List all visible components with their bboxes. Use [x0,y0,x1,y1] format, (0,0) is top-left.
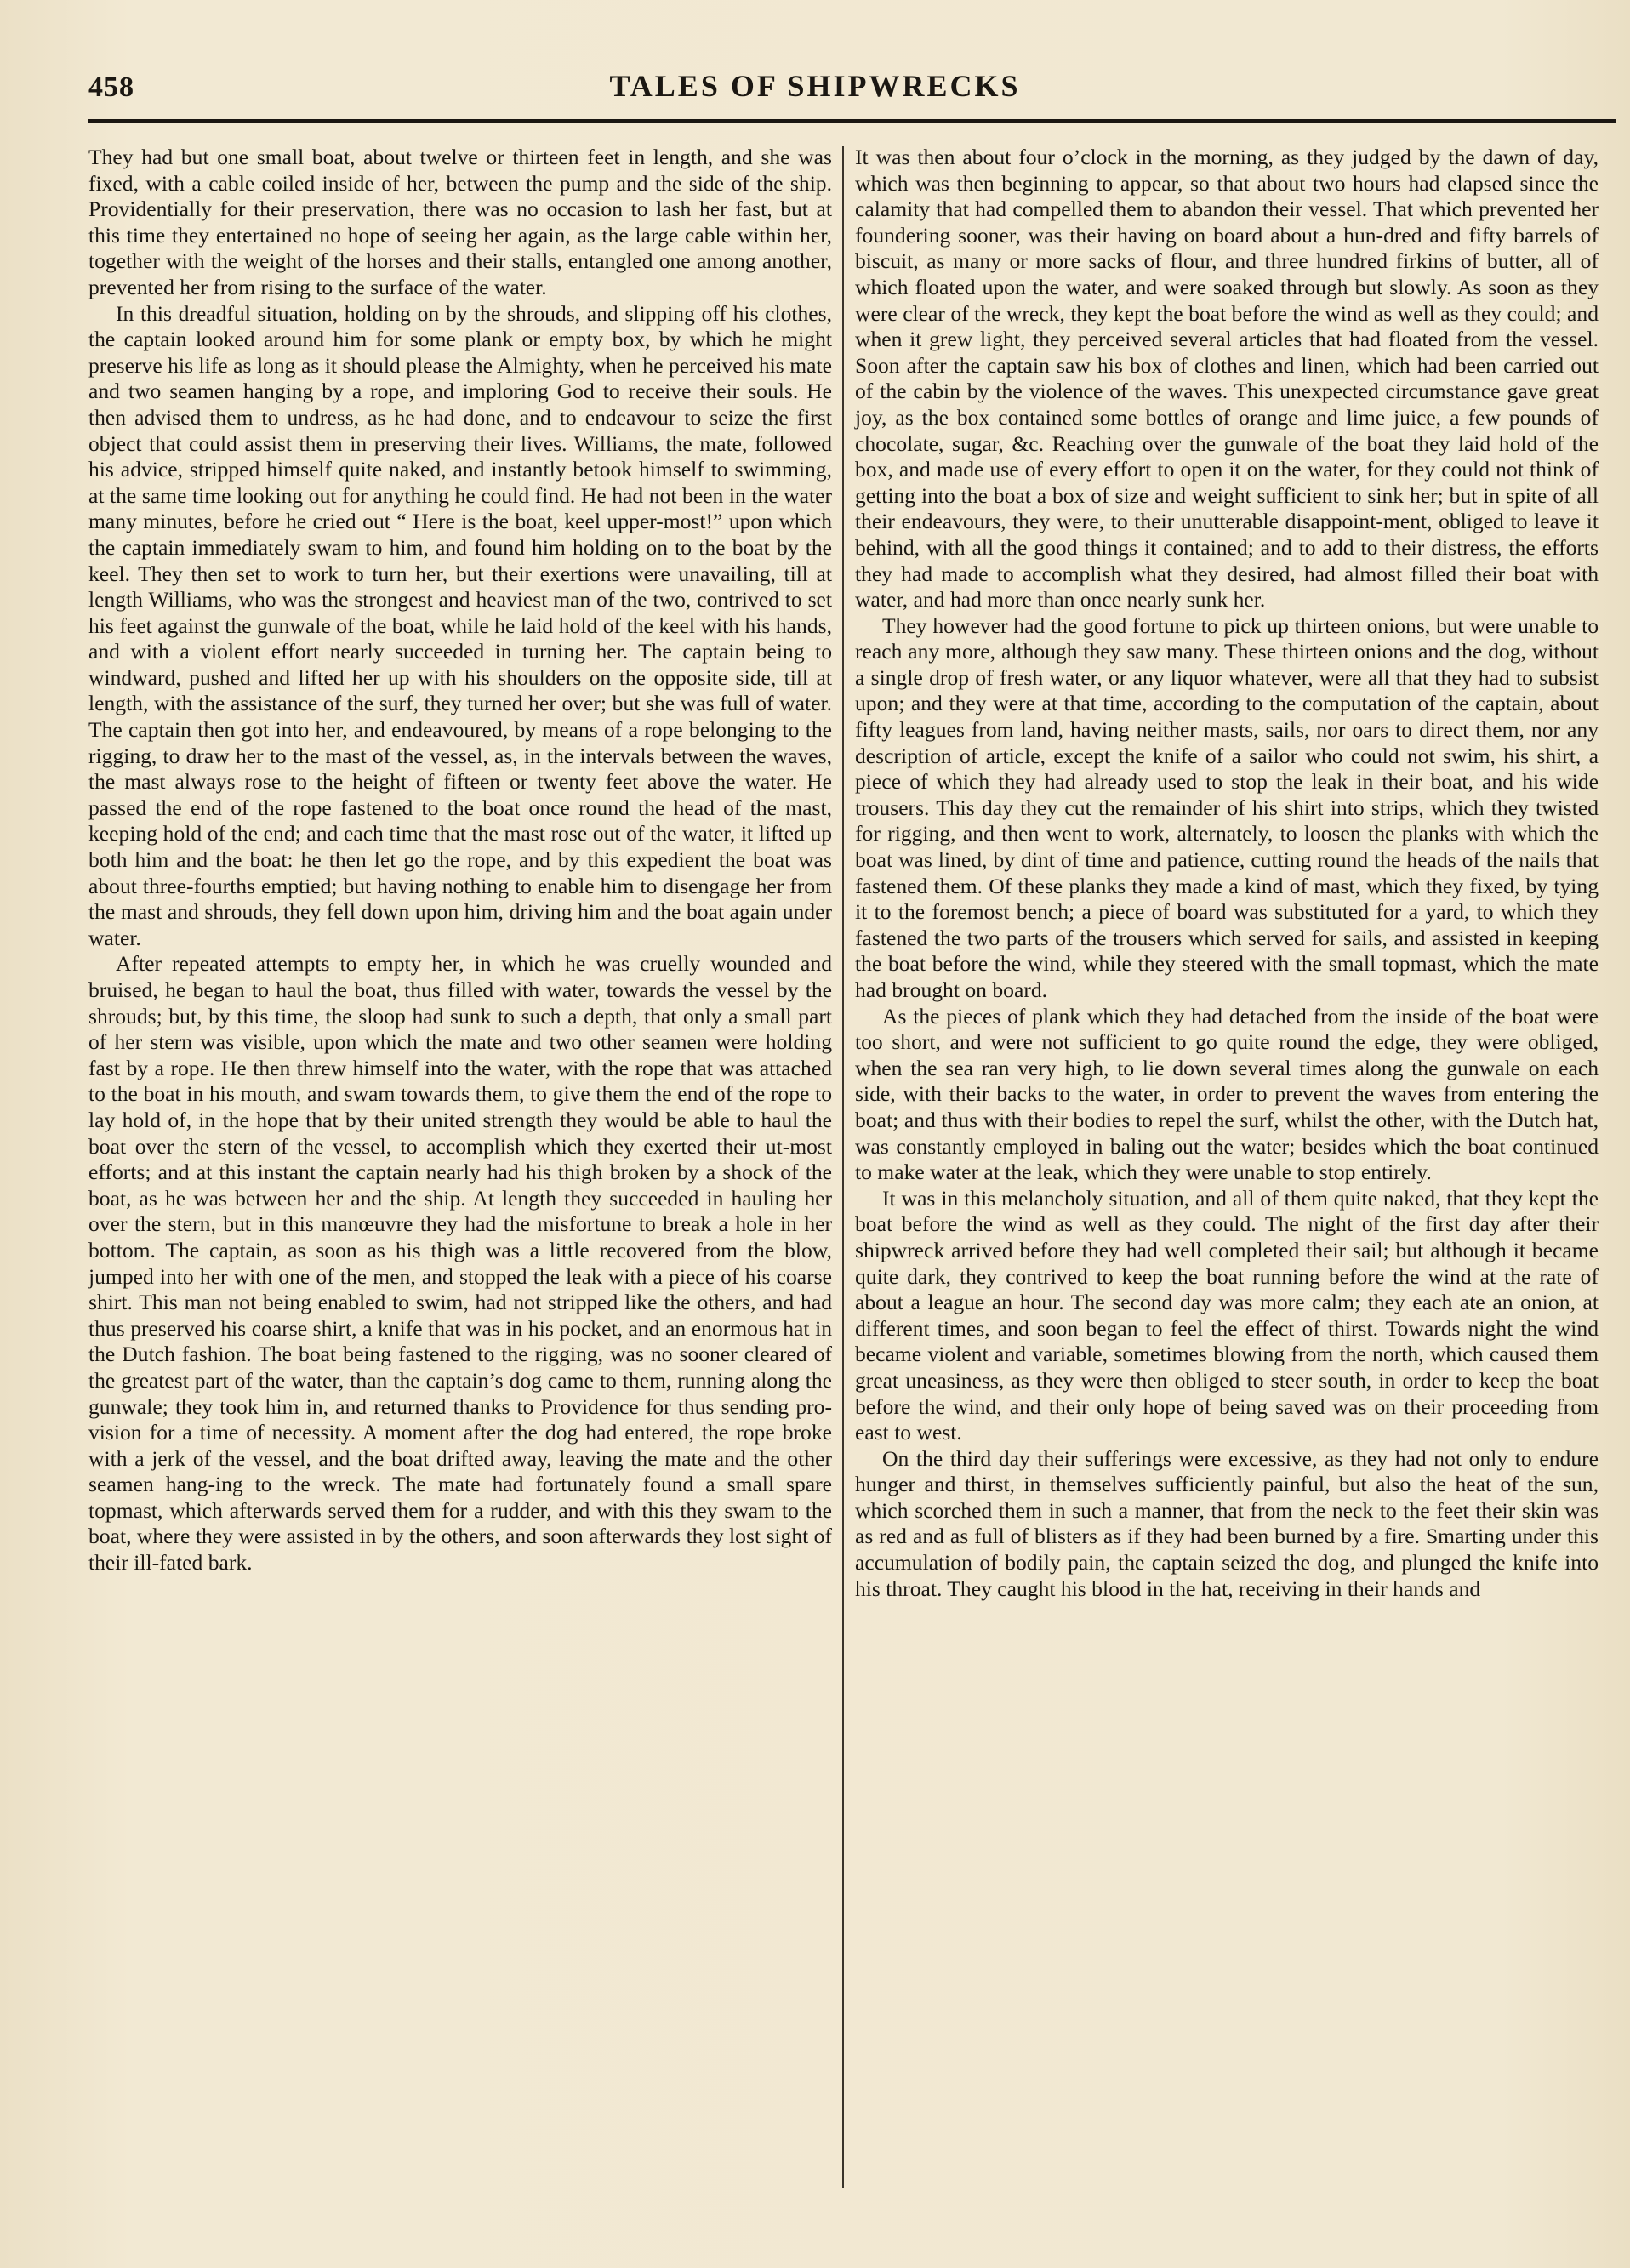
paragraph: They however had the good fortune to pick up thirteen onions, but were unable to reach any more, although they saw many. These thirteen onions and the dog, without a single drop of fresh water, or any liquor whatever, were all that they had to subsist upon; and they were at that time, according to the computation of the captain, about fifty leagues from land, having neither masts, sails, nor oars to direct them, nor any description of article, except the knife of a sailor who could not swim, his shirt, a piece of which they had already used to stop the leak in their boat, and his wide trousers. This day they cut the remainder of his shirt into strips, which they twisted for rigging, and then went to work, alternately, to loosen the planks with which the boat was lined, by dint of time and patience, cutting round the heads of the nails that fastened them. Of these planks they made a kind of mast, which they fixed, by tying it to the foremost bench; a piece of board was substituted for a yard, to which they fastened the two parts of the trousers which served for sails, and assisted in keeping the boat before the wind, while they steered with the small topmast, which the mate had brought on board. [855,613,1599,1002]
paragraph: After repeated attempts to empty her, in which he was cruelly wounded and bruised, he began to haul the boat, thus filled with water, towards the vessel by the shrouds; but, by this time, the sloop had sunk to such a depth, that only a small part of her stern was visible, upon which the mate and two other seamen were holding fast by a rope. He then threw himself into the water, with the rope that was attached to the boat in his mouth, and swam towards them, to give them the end of the rope to lay hold of, in the hope that by their united strength they would be able to haul the boat over the stern of the vessel, to accomplish which they exerted their ut-most efforts; and at this instant the captain nearly had his thigh broken by a shock of the boat, as he was between her and the ship. At length they succeeded in hauling her over the stern, but in this manœuvre they had the misfortune to break a hole in her bottom. The captain, as soon as his thigh was a little recovered from the blow, jumped into her with one of the men, and stopped the leak with a piece of his coarse shirt. This man not being enabled to swim, had not stripped like the others, and had thus preserved his coarse shirt, a knife that was in his pocket, and an enormous hat in the Dutch fashion. The boat being fastened to the rigging, was no sooner cleared of the greatest part of the water, than the captain’s dog came to them, running along the gunwale; they took him in, and returned thanks to Providence for thus sending pro-vision for a time of necessity. A moment after the dog had entered, the rope broke with a jerk of the vessel, and the boat drifted away, leaving the mate and the other seamen hang-ing to the wreck. The mate had fortunately found a small spare topmast, which afterwards served them for a rudder, and with this they swam to the boat, where they were assisted in by the others, and soon afterwards they lost sight of their ill-fated bark. [88,951,832,1576]
paragraph: It was then about four o’clock in the morning, as they judged by the dawn of day, which was then beginning to appear, so that about two hours had elapsed since the calamity that had compelled them to abandon their vessel. That which prevented her foundering sooner, was their having on board about a hun-dred and fifty barrels of biscuit, as many or more sacks of flour, and three hundred firkins of butter, all of which floated upon the water, and were soaked through but slowly. As soon as they were clear of the wreck, they kept the boat before the wind as well as they could; and when it grew light, they perceived several articles that had floated from the vessel. Soon after the captain saw his box of clothes and linen, which had been carried out of the cabin by the violence of the waves. This unexpected circumstance gave great joy, as the box contained some bottles of orange and lime juice, a few pounds of chocolate, sugar, &c. Reaching over the gunwale of the boat they laid hold of the box, and made use of every effort to open it on the water, for they could not think of getting into the boat a box of size and weight sufficient to sink her; but in spite of all their endeavours, they were, to their unutterable disappoint-ment, obliged to leave it behind, with all the good things it contained; and to add to their distress, the efforts they had made to accomplish what they desired, had almost filled their boat with water, and had more than once nearly sunk her. [855,145,1599,613]
header-rule [88,119,1616,123]
page-number: 458 [88,71,134,103]
column-divider [842,146,844,2188]
running-title: TALES OF SHIPWRECKS [609,69,1021,103]
paragraph: They had but one small boat, about twelve or thirteen feet in length, and she was fixed, with a cable coiled inside of her, between the pump and the side of the ship. Providentially for their preservation, there was no occasion to lash her fast, but at this time they entertained no hope of seeing her again, as the large cable within her, together with the weight of the horses and their stalls, entangled one among another, prevented her from rising to the surface of the water. [88,145,832,299]
paragraph: On the third day their sufferings were excessive, as they had not only to endure hunger and thirst, in themselves sufficiently painful, but also the heat of the sun, which scorched them in such a manner, that from the neck to the feet their skin was as red and as full of blisters as if they had been burned by a fire. Smarting under this accumulation of bodily pain, the captain seized the dog, and plunged the knife into his throat. They caught his blood in the hat, receiving in their hands and [855,1445,1599,1601]
paragraph: It was in this melancholy situation, and all of them quite naked, that they kept the boat before the wind as well as they could. The night of the first day after their shipwreck arrived before they had well completed their sail; but although it became quite dark, they contrived to keep the boat running before the wind at the rate of about a league an hour. The second day was more calm; they each ate an onion, at different times, and soon began to feel the effect of thirst. Towards night the wind became violent and variable, sometimes blowing from the north, which caused them great uneasiness, as they were then obliged to steer south, in order to keep the boat before the wind, and their only hope of being saved was on their proceeding from east to west. [855,1185,1599,1445]
right-column [855,145,1599,1602]
paragraph: As the pieces of plank which they had detached from the inside of the boat were too short, and were not sufficient to go quite round the edge, they were obliged, when the sea ran very high, to lie down several times along the gunwale on each side, with their backs to the water, in order to prevent the waves from entering the boat; and thus with their bodies to repel the surf, whilst the other, with the Dutch hat, was constantly employed in baling out the water; besides which the boat continued to make water at the leak, which they were unable to stop entirely. [855,1003,1599,1185]
paragraph: In this dreadful situation, holding on by the shrouds, and slipping off his clothes, the captain looked around him for some plank or empty box, by which he might preserve his life as long as it should please the Almighty, when he perceived his mate and two seamen hanging by a rope, and imploring God to receive their souls. He then advised them to undress, as he had done, and to endeavour to seize the first object that could assist them in preserving their lives. Williams, the mate, followed his advice, stripped himself quite naked, and instantly betook himself to swimming, at the same time looking out for anything he could find. He had not been in the water many minutes, before he cried out “ Here is the boat, keel upper-most!” upon which the captain immediately swam to him, and found him holding on to the boat by the keel. They then set to work to turn her, but their exertions were unavailing, till at length Williams, who was the strongest and heaviest man of the two, contrived to set his feet against the gunwale of the boat, while he laid hold of the keel with his hands, and with a violent effort nearly succeeded in turning her. The captain being to windward, pushed and lifted her up with his shoulders on the opposite side, till at length, with the assistance of the surf, they turned her over; but she was full of water. The captain then got into her, and endeavoured, by means of a rope belonging to the rigging, to draw her to the mast of the vessel, as, in the intervals between the waves, the mast always rose to the height of fifteen or twenty feet above the water. He passed the end of the rope fastened to the boat once round the head of the mast, keeping hold of the end; and each time that the mast rose out of the water, it lifted up both him and the boat: he then let go the rope, and by this expedient the boat was about three-fourths emptied; but having nothing to enable him to disengage her from the mast and shrouds, they fell down upon him, driving him and the boat again under water. [88,300,832,950]
left-column [88,145,832,1576]
